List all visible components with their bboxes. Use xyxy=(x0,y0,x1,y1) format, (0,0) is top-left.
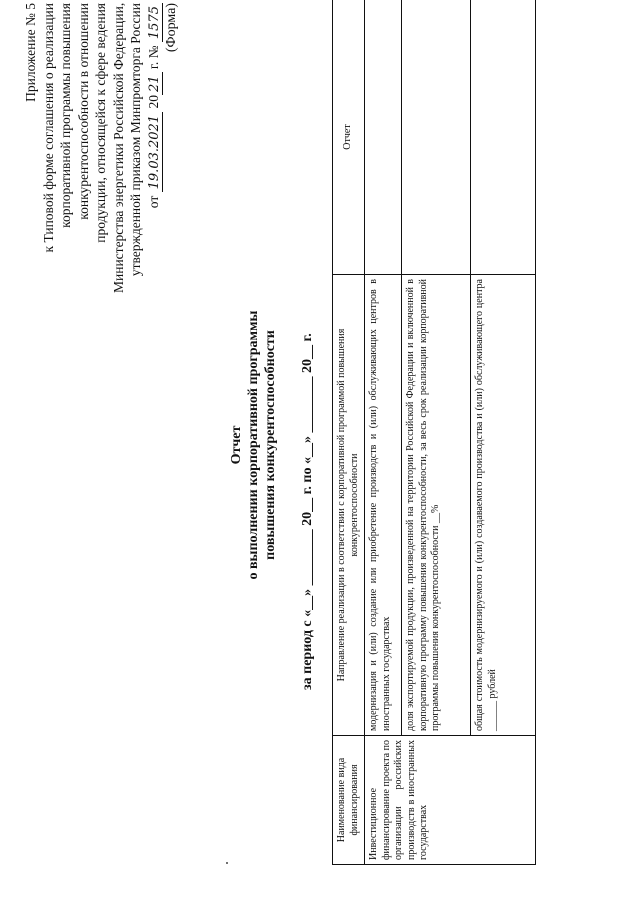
direction-cell: доля экспортируемой продукции, произведенной на территории Российской Федерации и включенной в корпоративную программу повышения конкурентоспособности, за весь срок реализации корпоративной программы повышения конкурентоспособности __% xyxy=(402,275,471,736)
handwritten-date: 19.03.2021 xyxy=(147,112,163,192)
appendix-line: продукции, относящейся к сфере ведения xyxy=(93,3,108,243)
order-date-line xyxy=(145,3,164,293)
direction-cell: общая стоимость модернизируемого и (или) создаваемого производства и (или) обслуживающего центра ______ рублей xyxy=(471,275,536,736)
table-header-row xyxy=(333,0,365,865)
appendix-line: конкурентоспособности в отношении xyxy=(75,3,91,220)
report-title xyxy=(228,235,279,655)
title-line: Отчет xyxy=(229,425,244,465)
direction-cell: модернизация и (или) создание или приобретение производств и (или) обслуживающих центров в иностранных государствах xyxy=(365,275,402,736)
date-prefix: от xyxy=(145,195,161,209)
handwritten-year: 21 xyxy=(147,73,163,96)
appendix-line: Министерства энергетики Российской Федерации, xyxy=(110,2,126,293)
financing-type-cell: Инвестиционное финансирование проекта по организации российских производств в иностранных государствах xyxy=(365,736,536,865)
appendix-line: утвержденной приказом Минпромторга России xyxy=(128,3,143,277)
number-label: г. № xyxy=(145,45,161,70)
report-table xyxy=(332,0,536,865)
form-label: (Форма) xyxy=(164,3,179,53)
table-row xyxy=(471,0,536,865)
header-direction: Направление реализации в соответствии с корпоративной программой повышения конкурентоспособности xyxy=(333,275,365,736)
header-report: Отчет xyxy=(333,0,365,275)
title-line: о выполнении корпоративной программы xyxy=(246,310,261,580)
report-cell xyxy=(471,0,536,275)
report-cell xyxy=(402,0,471,275)
appendix-line: к Типовой форме соглашения о реализации xyxy=(40,3,56,253)
table-row xyxy=(365,0,402,865)
appendix-number: Приложение № 5 xyxy=(23,3,38,102)
year-prefix: 20 xyxy=(145,95,161,109)
title-line: повышения конкурентоспособности xyxy=(263,330,278,560)
table-row xyxy=(402,0,471,865)
report-cell xyxy=(365,0,402,275)
reporting-period: за период с «__» ________ 20__ г. по «__» ________ 20__ г. xyxy=(300,333,315,690)
appendix-line: корпоративной программы повышения xyxy=(58,3,73,228)
header-financing-type: Наименование вида финансирования xyxy=(333,736,365,865)
appendix-header xyxy=(22,3,181,293)
scan-speck xyxy=(226,862,228,864)
handwritten-order-number: 1575 xyxy=(147,3,163,42)
